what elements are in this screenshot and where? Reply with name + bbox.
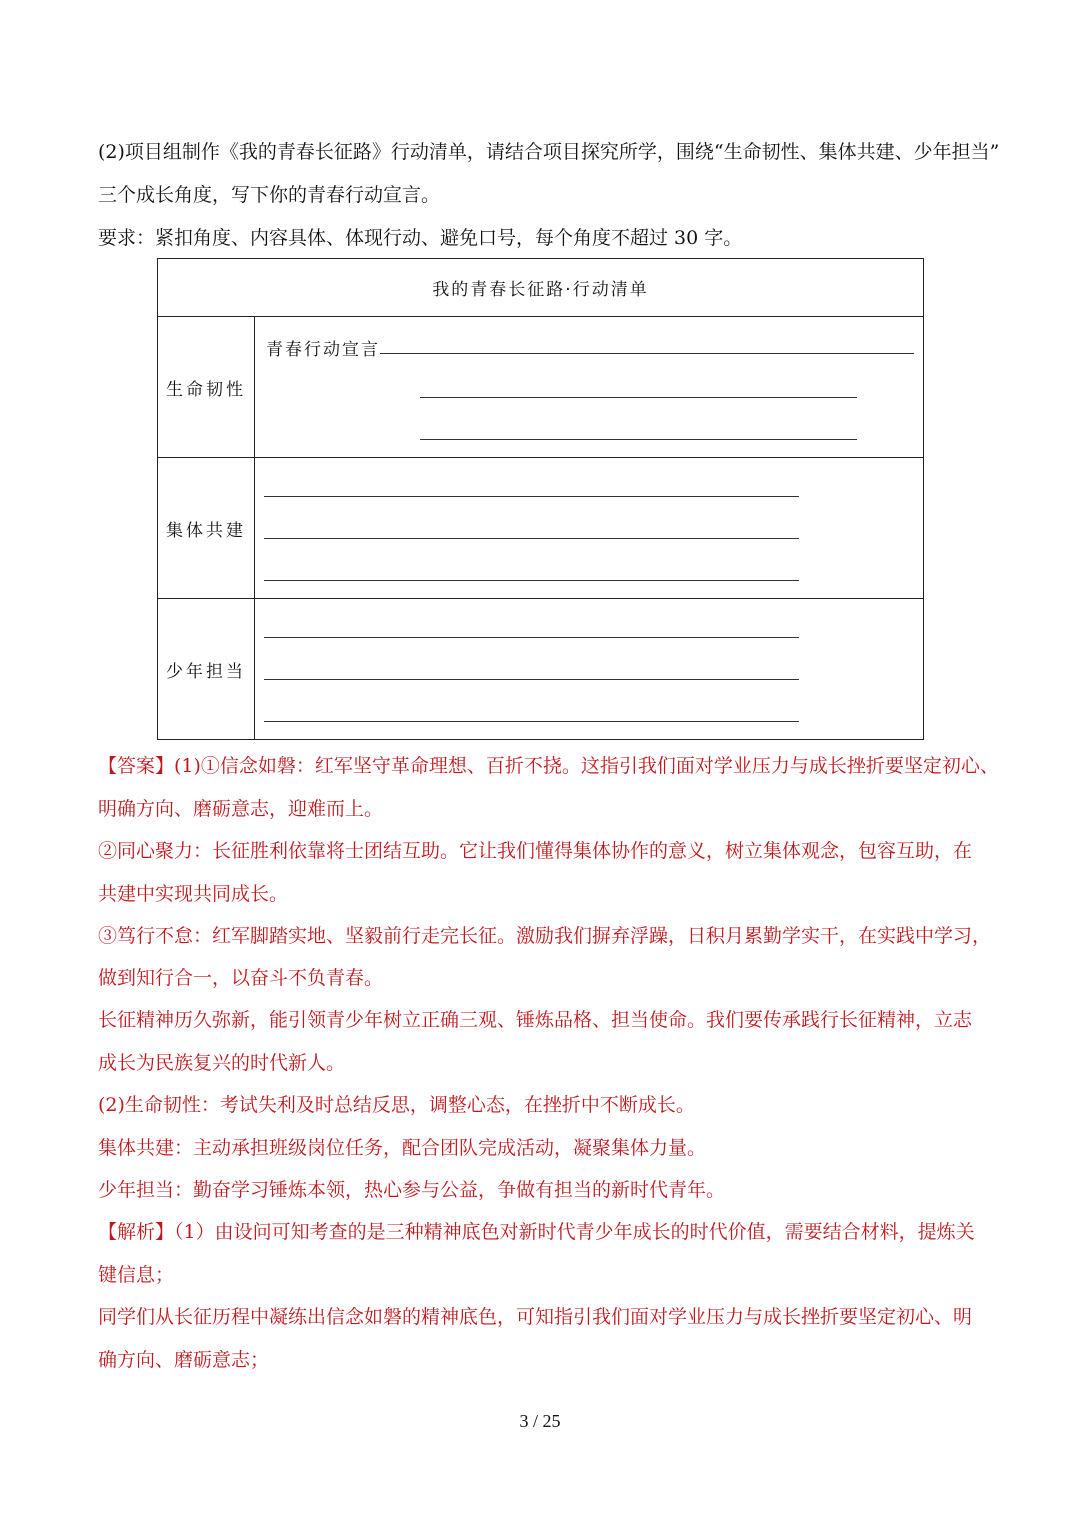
- answer-paragraph-1-cont: 明确方向、磨砺意志，迎难而上。: [98, 798, 384, 820]
- answer-paragraph-1: 【答案】(1)①信念如磐：红军坚守革命理想、百折不挠。这指引我们面对学业压力与成长挫折要坚定初心、: [98, 755, 999, 777]
- analysis-tag: 【解析】: [98, 1221, 175, 1243]
- answer-line[interactable]: [420, 397, 857, 398]
- row-label-responsibility: 少年担当: [158, 599, 255, 740]
- analysis-paragraph-1: 【解析】（1）由设问可知考查的是三种精神底色对新时代青少年成长的时代价值，需要结合材料，提炼关: [98, 1221, 975, 1243]
- answer-paragraph-7: 少年担当：勤奋学习锤炼本领，热心参与公益，争做有担当的新时代青年。: [98, 1179, 726, 1201]
- answer-line[interactable]: [264, 637, 799, 638]
- answer-paragraph-4: 长征精神历久弥新，能引领青少年树立正确三观、锤炼品格、担当使命。我们要传承践行长征精神，立志: [98, 1009, 973, 1031]
- answer-paragraph-4-cont: 成长为民族复兴的时代新人。: [98, 1052, 346, 1074]
- question-text-line-1: (2)项目组制作《我的青春长征路》行动清单，请结合项目探究所学，围绕“生命韧性、集体共建、少年担当”: [98, 141, 1000, 163]
- answer-line[interactable]: [264, 721, 799, 722]
- answer-line[interactable]: [380, 353, 914, 354]
- table-row: [158, 458, 924, 599]
- question-text-line-2: 三个成长角度，写下你的青春行动宣言。: [98, 184, 441, 206]
- answer-line[interactable]: [264, 538, 799, 539]
- answer-tag: 【答案】: [98, 755, 175, 777]
- analysis-paragraph-2-cont: 确方向、磨砺意志；: [98, 1349, 270, 1371]
- answer-area-resilience[interactable]: [255, 317, 924, 458]
- action-plan-table: [157, 258, 924, 740]
- answer-line[interactable]: [264, 580, 799, 581]
- answer-line[interactable]: [420, 439, 857, 440]
- answer-area-responsibility[interactable]: [255, 599, 924, 740]
- answer-paragraph-6: 集体共建：主动承担班级岗位任务，配合团队完成活动，凝聚集体力量。: [98, 1137, 707, 1159]
- answer-paragraph-3: ③笃行不怠：红军脚踏实地、坚毅前行走完长征。激励我们摒弃浮躁，日积月累勤学实干，在实践中学习，: [98, 925, 992, 947]
- requirement-text: 要求：紧扣角度、内容具体、体现行动、避免口号，每个角度不超过 30 字。: [98, 227, 743, 249]
- row-label-collective: 集体共建: [158, 458, 255, 599]
- answer-paragraph-2: ②同心聚力：长征胜利依靠将士团结互助。它让我们懂得集体协作的意义，树立集体观念，包容互助，在: [98, 840, 973, 862]
- analysis-paragraph-1-cont: 键信息；: [98, 1264, 175, 1286]
- page-number: 3 / 25: [519, 1411, 561, 1431]
- declaration-prompt: 青春行动宣言: [266, 340, 380, 360]
- table-row: [158, 317, 924, 458]
- answer-line[interactable]: [264, 496, 799, 497]
- answer-area-collective[interactable]: [255, 458, 924, 599]
- answer-paragraph-5: (2)生命韧性：考试失利及时总结反思，调整心态，在挫折中不断成长。: [98, 1094, 695, 1116]
- answer-paragraph-2-cont: 共建中实现共同成长。: [98, 883, 289, 905]
- analysis-paragraph-2: 同学们从长征历程中凝练出信念如磐的精神底色，可知指引我们面对学业压力与成长挫折要坚定初心、明: [98, 1306, 973, 1328]
- table-title: 我的青春长征路·行动清单: [158, 259, 924, 317]
- table-row: [158, 599, 924, 740]
- answer-paragraph-3-cont: 做到知行合一，以奋斗不负青春。: [98, 967, 384, 989]
- answer-line[interactable]: [264, 679, 799, 680]
- row-label-resilience: 生命韧性: [158, 317, 255, 458]
